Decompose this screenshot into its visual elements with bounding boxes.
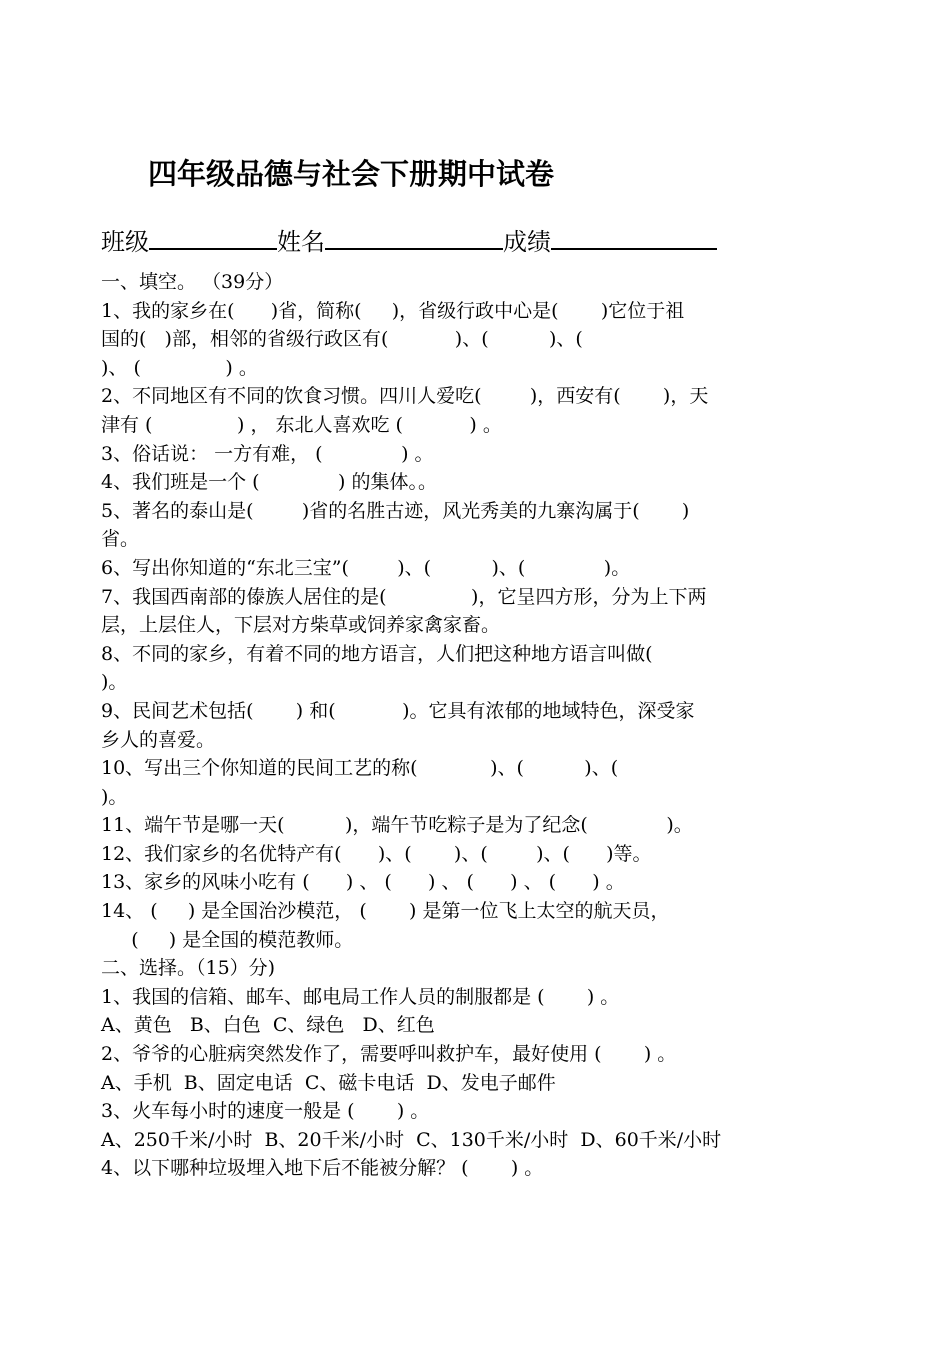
class-blank (149, 222, 277, 250)
class-label: 班级 (101, 228, 149, 256)
question-line: )。 (101, 671, 128, 694)
question-line: 2、爷爷的心脏病突然发作了，需要呼叫救护车，最好使用 ( ) 。 (101, 1043, 677, 1066)
question-line: )、 ( ) 。 (101, 356, 258, 379)
name-blank (325, 222, 503, 250)
question-line: 4、以下哪种垃圾埋入地下后不能被分解？ ( ) 。 (101, 1157, 544, 1180)
question-line: 4、我们班是一个 ( ) 的集体。。 (101, 471, 438, 494)
section-heading: 二、选择。（15）分) (101, 957, 276, 980)
question-line: 8、不同的家乡，有着不同的地方语言，人们把这种地方语言叫做( (101, 642, 653, 665)
question-line: 1、我的家乡在( )省，简称( )，省级行政中心是( )它位于祖 (101, 299, 685, 322)
score-label: 成绩 (503, 228, 551, 256)
question-line: 9、民间艺术包括( ) 和( )。它具有浓郁的地域特色，深受家 (101, 699, 695, 722)
question-line: 3、火车每小时的速度一般是 ( ) 。 (101, 1100, 430, 1123)
question-line: 层，上层住人，下层对方柴草或饲养家禽家畜。 (101, 614, 501, 637)
question-line: 6、写出你知道的“东北三宝”( )、( )、( )。 (101, 556, 631, 579)
answer-options: A、黄色 B、白色 C、绿色 D、红色 (101, 1014, 435, 1037)
question-line: 5、著名的泰山是( )省的名胜古迹，风光秀美的九寨沟属于( ) (101, 499, 690, 522)
question-line: 14、 ( ) 是全国治沙模范， ( ) 是第一位飞上太空的航天员， (101, 900, 670, 923)
question-line: 10、写出三个你知道的民间工艺的称( )、( )、( (101, 757, 619, 780)
question-line: 7、我国西南部的傣族人居住的是( )，它呈四方形，分为上下两 (101, 585, 707, 608)
question-line: 13、家乡的风味小吃有 ( ) 、 ( ) 、 ( ) 、 ( ) 。 (101, 871, 625, 894)
question-line: ( ) 是全国的模范教师。 (101, 928, 354, 951)
page-title: 四年级品德与社会下册期中试卷 (148, 157, 555, 191)
answer-options: A、手机 B、固定电话 C、磁卡电话 D、发电子邮件 (101, 1071, 556, 1094)
question-line: 1、我国的信箱、邮车、邮电局工作人员的制服都是 ( ) 。 (101, 985, 620, 1008)
question-line: 乡人的喜爱。 (101, 728, 216, 751)
name-label: 姓名 (277, 228, 325, 256)
question-line: 11、端午节是哪一天( )，端午节吃粽子是为了纪念( )。 (101, 814, 693, 837)
question-body (101, 268, 861, 1183)
question-line: )。 (101, 785, 128, 808)
question-line: 2、不同地区有不同的饮食习惯。四川人爱吃( )，西安有( )，天 (101, 385, 709, 408)
question-line: 省。 (101, 528, 140, 551)
section-heading: 一、填空。 （39分） (101, 271, 284, 293)
question-line: 国的( )部，相邻的省级行政区有( )、( )、( (101, 328, 583, 351)
answer-options: A、250千米/小时 B、20千米/小时 C、130千米/小时 D、60千米/小时 (101, 1128, 722, 1151)
question-line: 12、我们家乡的名优特产有( )、( )、( )、( )等。 (101, 842, 652, 865)
question-line: 3、俗话说： 一方有难， ( ) 。 (101, 442, 434, 465)
question-line: 津有 ( ) ， 东北人喜欢吃 ( ) 。 (101, 413, 502, 436)
student-info-row (101, 222, 861, 258)
score-blank (551, 222, 717, 250)
